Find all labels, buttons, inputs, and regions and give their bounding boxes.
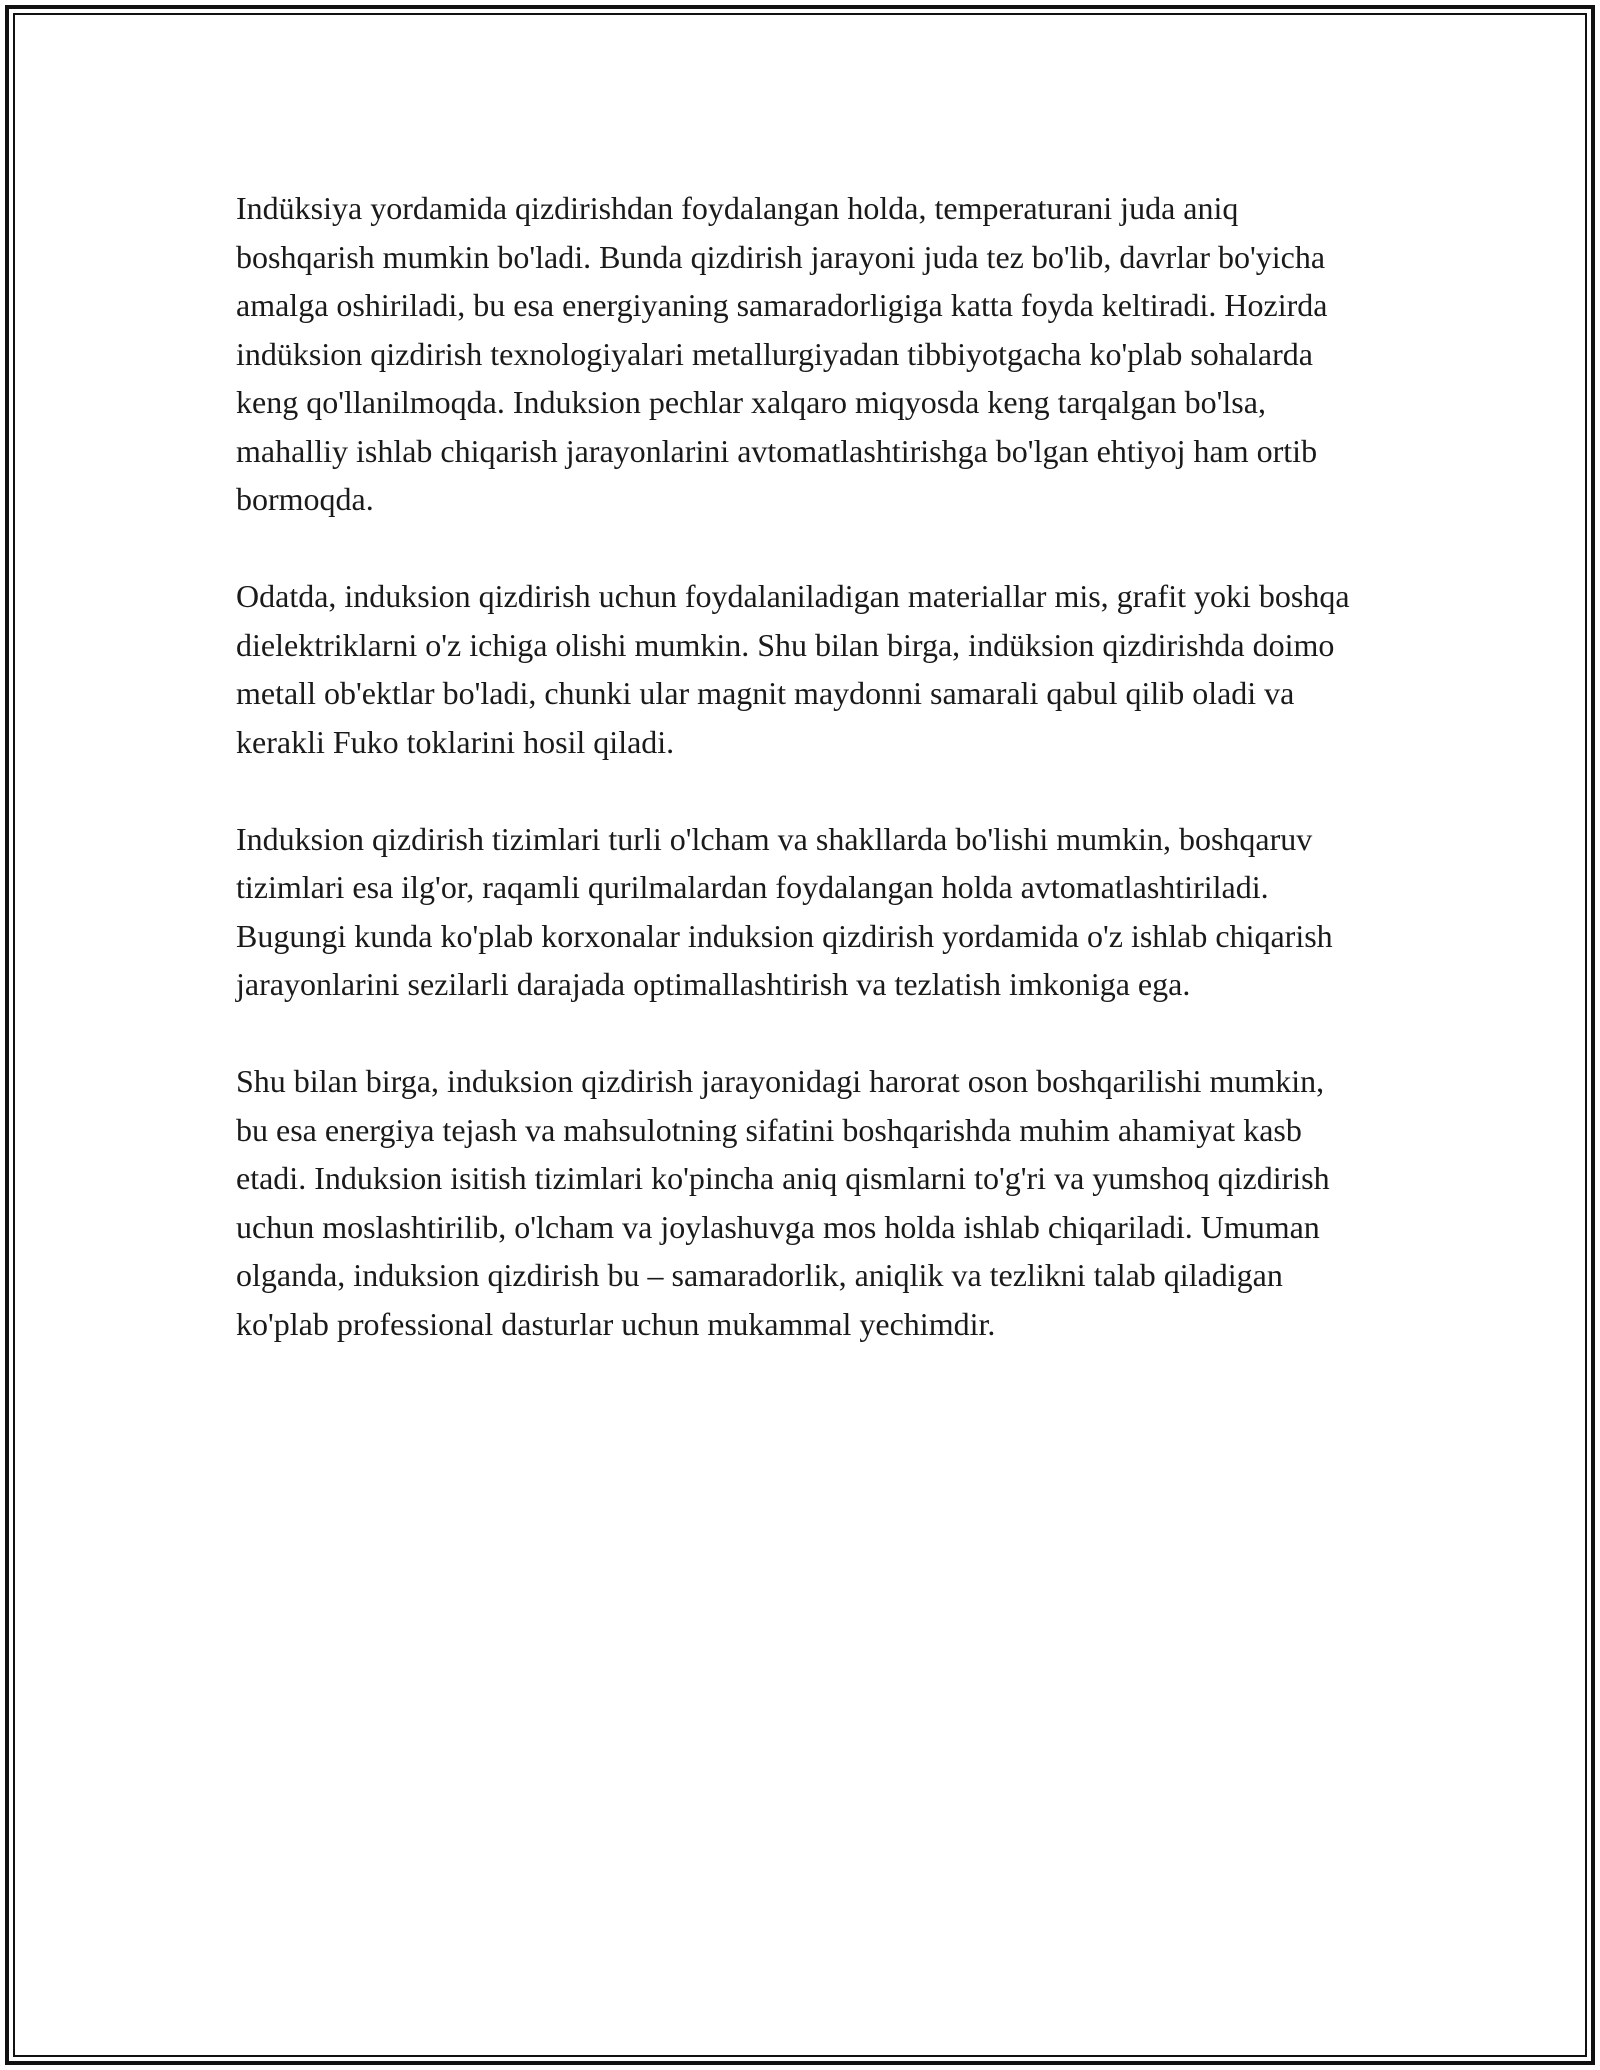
paragraph-1: Indüksiya yordamida qizdirishdan foydalangan holda, temperaturani juda aniq boshqarish mumkin bo'ladi. Bunda qizdirish jarayoni juda tez bo'lib, davrlar bo'yicha amalga oshiriladi, bu esa energiyaning samaradorligiga katta foyda keltiradi. Hozirda indüksion qizdirish texnologiyalari metallurgiyadan tibbiyotgacha ko'plab sohalarda keng qo'llanilmoqda. Induksion pechlar xalqaro miqyosda keng tarqalgan bo'lsa, mahalliy ishlab chiqarish jarayonlarini avtomatlashtirishga bo'lgan ehtiyoj ham ortib bormoqda. <box>236 190 1328 517</box>
paragraph-4: Shu bilan birga, induksion qizdirish jarayonidagi harorat oson boshqarilishi mumkin, bu esa energiya tejash va mahsulotning sifatini boshqarishda muhim ahamiyat kasb etadi. Induksion isitish tizimlari ko'pincha aniq qismlarni to'g'ri va yumshoq qizdirish uchun moslashtirilib, o'lcham va joylashuvga mos holda ishlab chiqariladi. Umuman olganda, induksion qizdirish bu – samaradorlik, aniqlik va tezlikni talab qiladigan ko'plab professional dasturlar uchun mukammal yechimdir. <box>236 1063 1330 1342</box>
document-body <box>236 184 1356 1397</box>
paragraph-2: Odatda, induksion qizdirish uchun foydalaniladigan materiallar mis, grafit yoki boshqa dielektriklarni o'z ichiga olishi mumkin. Shu bilan birga, indüksion qizdirishda doimo metall ob'ektlar bo'ladi, chunki ular magnit maydonni samarali qabul qilib oladi va kerakli Fuko toklarini hosil qiladi. <box>236 578 1350 760</box>
paragraph-3: Induksion qizdirish tizimlari turli o'lcham va shakllarda bo'lishi mumkin, boshqaruv tizimlari esa ilg'or, raqamli qurilmalardan foydalangan holda avtomatlashtiriladi. Bugungi kunda ko'plab korxonalar induksion qizdirish yordamida o'z ishlab chiqarish jarayonlarini sezilarli darajada optimallashtirish va tezlatish imkoniga ega. <box>236 820 1333 1002</box>
